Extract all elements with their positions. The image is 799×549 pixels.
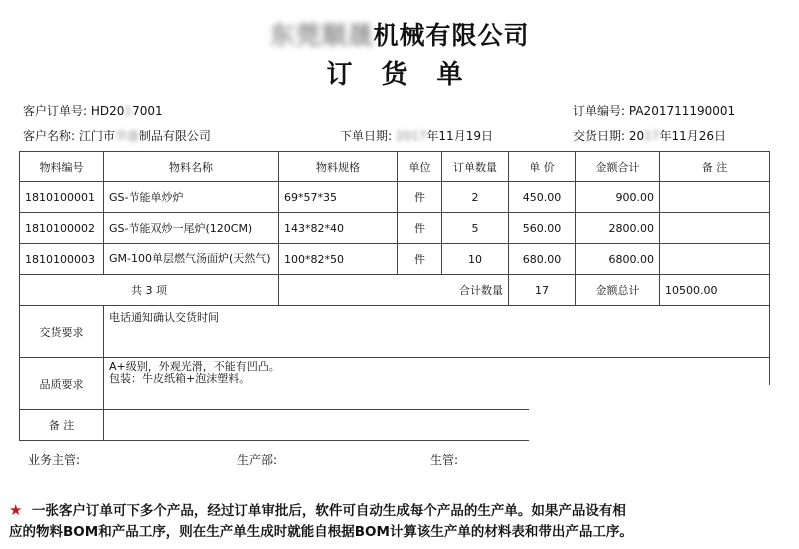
erased-area xyxy=(529,385,771,442)
delivery-date xyxy=(573,127,726,144)
delivery-requirement-row xyxy=(20,306,770,358)
order-date-value: 2017年11月19日 xyxy=(395,129,493,143)
column-header: 备 注 xyxy=(660,152,770,182)
company-name-obscured: 东莞顺晟 xyxy=(269,21,374,50)
amount: 2800.00 xyxy=(576,213,660,244)
quality-requirement-text: A+级别，外观光滑，不能有凹凸。 包装：牛皮纸箱+泡沫塑料。 xyxy=(104,358,770,410)
delivery-requirement-label: 交货要求 xyxy=(20,306,104,358)
material-spec: 100*82*50 xyxy=(279,244,398,275)
total-amount-label: 金额总计 xyxy=(576,275,660,306)
order-date xyxy=(340,127,493,144)
customer-order-number xyxy=(23,102,163,119)
column-header: 物料编号 xyxy=(20,152,104,182)
company-name xyxy=(0,16,799,52)
customer-order-label: 客户订单号: xyxy=(23,104,88,118)
item-count: 共 3 项 xyxy=(20,275,279,306)
unit: 件 xyxy=(398,213,442,244)
quantity: 5 xyxy=(442,213,509,244)
total-quantity-label: 合计数量 xyxy=(279,275,509,306)
company-name-visible: 机械有限公司 xyxy=(373,21,530,50)
material-name: GS-节能单炒炉 xyxy=(104,182,279,213)
quality-requirement-label: 品质要求 xyxy=(20,358,104,410)
order-date-label: 下单日期: xyxy=(340,129,393,143)
order-number-label: 订单编号: xyxy=(573,104,626,118)
customer-name-label: 客户名称: xyxy=(23,129,76,143)
totals-row xyxy=(20,275,770,306)
material-code: 1810100002 xyxy=(20,213,104,244)
row-remark xyxy=(660,213,770,244)
column-header: 金额合计 xyxy=(576,152,660,182)
production-dept-signature: 生产部: xyxy=(237,453,278,467)
customer-order-value: HD2017001 xyxy=(90,104,163,118)
note-line-2: 应的物料BOM和产品工序，则在生产单生成时就能自根据BOM计算该生产单的材料表和带出产品工序。 xyxy=(9,524,633,540)
order-number-value: PA201711190001 xyxy=(628,104,736,118)
unit-price: 560.00 xyxy=(509,213,576,244)
table-row xyxy=(20,182,770,213)
quantity: 10 xyxy=(442,244,509,275)
table-row xyxy=(20,244,770,275)
total-amount: 10500.00 xyxy=(660,275,770,306)
table-row xyxy=(20,213,770,244)
material-spec: 143*82*40 xyxy=(279,213,398,244)
customer-name-value: 江门市华盛制品有限公司 xyxy=(78,129,211,143)
delivery-requirement-text: 电话通知确认交货时间 xyxy=(104,306,770,358)
total-quantity: 17 xyxy=(509,275,576,306)
unit-price: 450.00 xyxy=(509,182,576,213)
material-name: GS-节能双炒一尾炉(120CM) xyxy=(104,213,279,244)
delivery-date-label: 交货日期: xyxy=(573,129,626,143)
material-spec: 69*57*35 xyxy=(279,182,398,213)
explanation-note xyxy=(9,500,794,543)
amount: 900.00 xyxy=(576,182,660,213)
table-header-row xyxy=(20,152,770,182)
column-header: 物料名称 xyxy=(104,152,279,182)
material-name: GM-100单层燃气汤面炉(天然气) xyxy=(104,244,279,275)
column-header: 单位 xyxy=(398,152,442,182)
customer-name xyxy=(23,127,211,144)
row-remark xyxy=(660,244,770,275)
column-header: 物料规格 xyxy=(279,152,398,182)
amount: 6800.00 xyxy=(576,244,660,275)
production-control-signature: 生管: xyxy=(430,453,459,467)
unit: 件 xyxy=(398,182,442,213)
unit: 件 xyxy=(398,244,442,275)
row-remark xyxy=(660,182,770,213)
order-number xyxy=(573,102,735,119)
column-header: 单 价 xyxy=(509,152,576,182)
business-supervisor-signature: 业务主管: xyxy=(28,453,81,467)
document-title: 订 货 单 xyxy=(326,60,473,90)
material-code: 1810100001 xyxy=(20,182,104,213)
delivery-date-value: 2017年11月26日 xyxy=(628,129,726,143)
star-icon: ★ xyxy=(9,501,23,519)
material-code: 1810100003 xyxy=(20,244,104,275)
quantity: 2 xyxy=(442,182,509,213)
remarks-label: 备 注 xyxy=(20,410,104,441)
note-line-1: 一张客户订单可下多个产品，经过订单审批后，软件可自动生成每个产品的生产单。如果产品设有相 xyxy=(31,503,626,519)
column-header: 订单数量 xyxy=(442,152,509,182)
unit-price: 680.00 xyxy=(509,244,576,275)
